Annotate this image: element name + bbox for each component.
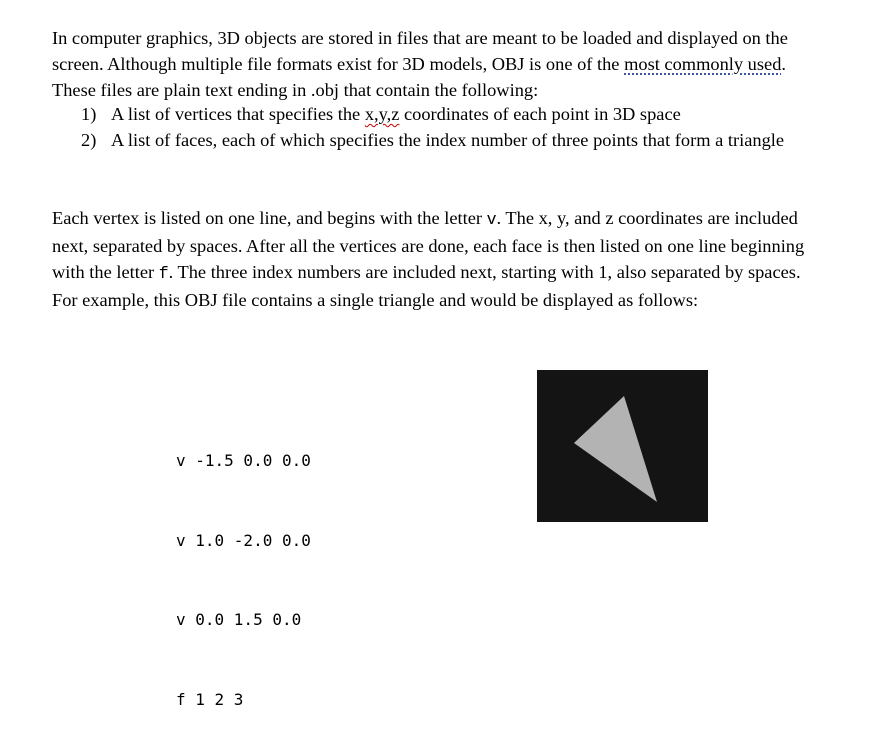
list-number: 2) xyxy=(81,130,97,150)
letter-f-code: f xyxy=(158,264,169,283)
code-line-face: f 1 2 3 xyxy=(176,689,244,709)
para2-text-3: . The three index numbers are included next, starting with 1, also separated by spaces. For example, this OBJ file contains a single triangle and would be displayed as follows: xyxy=(52,262,801,310)
list-number: 1) xyxy=(81,104,97,124)
letter-v-code: v xyxy=(486,210,497,229)
obj-code-block xyxy=(176,395,311,740)
intro-text-2: . These files are plain text ending in .obj that contain the following: xyxy=(52,54,787,100)
list-item-text: A list of vertices that specifies the xyxy=(111,104,365,124)
triangle-render-image xyxy=(537,370,708,522)
explanation-paragraph xyxy=(52,205,822,313)
list-item-text-end: coordinates of each point in 3D space xyxy=(399,104,681,124)
intro-text-1: In computer graphics, 3D objects are stored in files that are meant to be loaded and displayed on the screen. Although multiple file formats exist for 3D models, OBJ is one of the xyxy=(52,28,788,74)
numbered-list xyxy=(52,101,822,153)
code-line-vertex-1: v -1.5 0.0 0.0 xyxy=(176,451,311,470)
para2-text-1: Each vertex is listed on one line, and begins with the letter xyxy=(52,208,487,228)
code-line-vertex-3: v 0.0 1.5 0.0 xyxy=(176,610,302,629)
spellcheck-flagged-word[interactable]: x,y,z xyxy=(364,104,400,124)
intro-paragraph xyxy=(52,25,822,103)
code-line-vertex-2: v 1.0 -2.0 0.0 xyxy=(176,530,311,550)
rendered-triangle xyxy=(574,396,657,502)
list-item xyxy=(52,127,822,153)
list-item xyxy=(52,101,822,127)
most-commonly-used-link[interactable]: most commonly used xyxy=(624,54,782,74)
para2-text-2: . The x, y, and z coordinates are included next, separated by spaces. After all the vertices are done, each face is then listed on one line beginning with the letter xyxy=(52,208,805,282)
triangle-render-svg xyxy=(537,370,708,522)
list-item-text: A list of faces, each of which specifies the index number of three points that form a triangle xyxy=(111,130,785,150)
